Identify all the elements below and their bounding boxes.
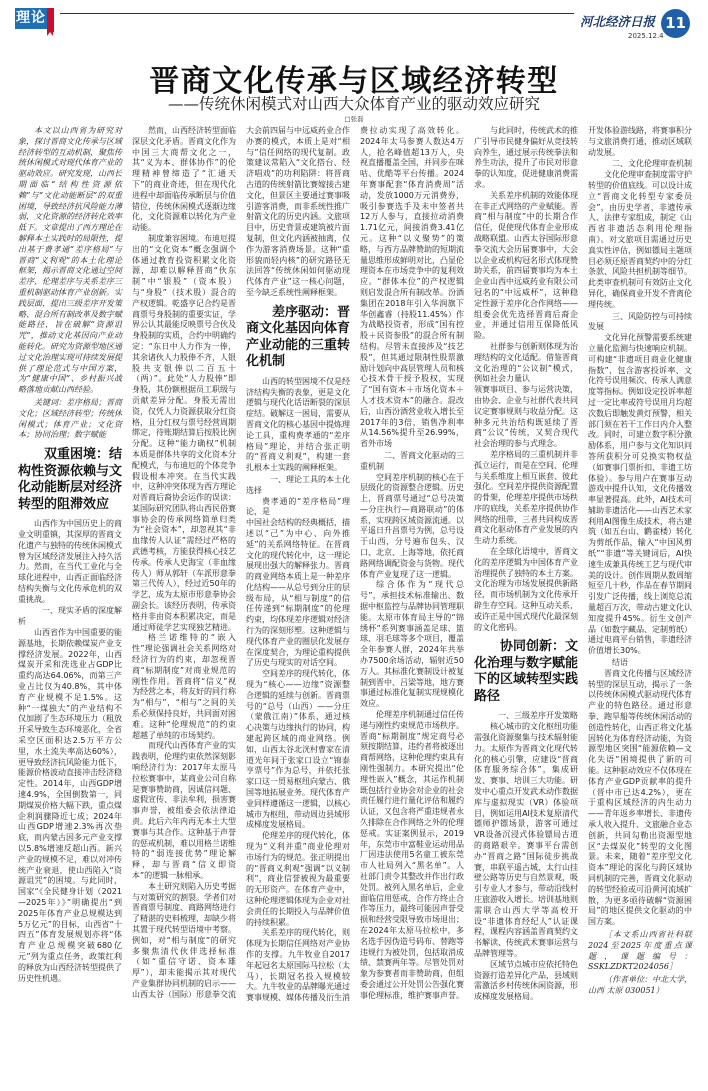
- section-tag-flag: [47, 8, 54, 32]
- abstract: 本文以山西省为研究对象，探讨晋商文化传承与区域经济转型的互动机制，聚焦传统休闲模式对现代体育产业的驱动效应。研究发现，山西长期面临“结构性资源依赖”与“文化动能断层”的双重困境，导致经济抗风险能力薄弱，文化资源的经济转化效率低下。文章提出了西方理论在解释本土实践时的局限性，提出基于费孝通“差序格局”与晋商“义利观”的本土化理论框架，揭示晋商文化通过空间差序、伦理差序与关系差序三重机制驱动体育产业创新。实践层面，提出三级差序开发策略、混合所有制改革及数字赋能路径，旨在破解“资源诅咒”，推动文化基因向产业动能转化。研究为资源型地区通过文化治理实现可持续发展提供了理论范式与中国方案，为“健康中国”、乡村振兴战略落地贡献山西经验。: [18, 126, 122, 395]
- paragraph: 与此同时，传统武术的推广引导市民健身偏好从竞技转向养生，通过展示传统拳法和养生功法，提升了市民对形意拳的认知度，促进健康消费需求。: [474, 126, 578, 189]
- issue-date: 2025.12.4: [628, 32, 664, 40]
- paragraph: 山西省作为中国重要的能源基地，长期依赖煤炭产业支撑经济发展。2022年，山西煤炭开采和洗选业占GDP比重约高达64.06%，而第三产业占比仅为40.8%，其中体育产业规模不足1.5%。这种“一煤独大”的产业结构不仅加剧了生态环境压力（粗放开采导致生态环境恶化，全省采空区面积达2.5万平方公里，水土流失率高达60%），更导致经济抗风险能力低下，能源价格波动直接冲击经济稳定性。2014年，山西GDP增速4.9%，全国倒数第一，同期煤炭价格大幅下跌，重点煤企利润骤降近七成；2024年山西GDP增速2.3%再次垫底，而内蒙古因多元产业支撑以5.8%增速反超山西。新兴产业的规模不足，难以对冲传统产业衰退，使山西陷入“资源诅咒”的困境。与此同时，国家“《全民健身计划（2021—2025年）》”明确提出“到2025年体育产业总规模达到5万亿元”的目标，山西省“十四五”体育发展规划亦将“体育产业总规模突破680亿元”列为重点任务，政策红利的释放为山西经济转型提供了历史性机遇。: [18, 628, 122, 983]
- section-heading: 协同创新：文化治理与数字赋能下的区域转型实践路径: [474, 639, 579, 704]
- masthead: [0, 0, 708, 124]
- paragraph: 费孝通的“差序格局”理论，是: [246, 496, 350, 517]
- subsection-heading: 一、现实矛盾的深度解析: [18, 606, 122, 627]
- paragraph: 区域节点城市应依托特色资源打造差异化产品，县域则需激活乡村传统休闲资源，形成梯度发展格局。: [474, 959, 578, 1002]
- paragraph: 社群参与创新则体现为治理结构的文化适配。借鉴晋商文化治理的“公议制”模式，例如社会力量认: [474, 341, 578, 384]
- article-byline: □张磊: [344, 115, 364, 123]
- paragraph-continued: 开发体验游线路，将赛事积分与文旅消费打通，推动区域联动发展。: [588, 126, 692, 157]
- paragraph: 本土研究则陷入历史考据与对策研究的割裂。学者们对晋商票号制度、商路网络进行了精湛的史料梳理，却缺少将其置于现代转型语境中考察。例如，对“相与制度”的研究多聚焦清代伙伴选择标准（如“重信守诺、资本雄厚”），却未能揭示其对现代产业集群协同机制的启示——山西太谷（国际）形意拳交流大会前四届与中远威药业合作办赛的模式，本质上是对“相与”信任网络的现代复制。政策建议常陷入“文化搭台、经济唱戏”的功利陷阱：将晋商古道的传统射箭比赛嫁接古建文化，但景区主要通过赛事吸引游客消费，而非系统性推广射箭文化的历史内涵。文旅项目中，历史背景或建筑被片面复制，但文化内涵被抽离，仅作为游客消费场景。这种“重形貌而轻内核”的研究路径无法回答“传统休闲如何驱动现代体育产业”这一核心问题，至今缺乏系统性阐释框架。: [132, 126, 350, 999]
- paragraph: 晋商文化传播与区域经济转型的深层互动，揭示了一条以传统休闲模式驱动现代体育产业的特色路径。通过形意拳、跑旱船等传统休闲活动的创造性转化，山西正将文化基因转化为体育经济动能，为资源型地区突围“能源依赖—文化失语”困境提供了新的可能。这种驱动效应不仅体现在体育产业GDP贡献率的提升（晋中市已达4.2%），更在于重构区域经济的内生动力——青年返乡率增长、非遗传承人收入提升、文旅融合业态创新，共同勾勒出资源型地区“去煤炭化”转型的文化图景。未来，随着“差序型文化资本”理论的深化与跨区域协同机制的完善，晋商文化驱动的转型经验或可沿黄河流域扩散，为更多亟待破解“资源困局”的地区提供文化驱动的中国方案。: [588, 668, 692, 927]
- article-title: 晋商文化传承与区域经济转型: [149, 64, 559, 99]
- subsection-heading: 一、三级差序开发策略: [498, 711, 578, 721]
- footnote: ［本文系山西省社科联2024至2025年度重点课题，课题编号：SSKLZDKT2024056］: [588, 929, 692, 972]
- paragraph: 核心城市的文化枢纽功能需强化资源聚集与技术辐射能力。太原作为晋商文化现代转化的核心引擎，应建设“晋商体育服务综合体”，集成研发、赛事、培训三大功能。研发中心重点开发武术动作数据库与虚拟现实（VR）体验项目，例如运用AI技术复原清代镖师护镖场景，游客可通过VR设备沉浸式体验镖局古道的商路艰辛。赛事平台需创办“晋商之路”国际徒步挑战赛，串联平遥古城、太行山挂壁公路等历史与自然景观，吸引专业人才参与，带动沿线村庄旅游收入增长。培训基地则需联合山西大学等高校开设“非遗体育经纪人”认证课程，课程内容涵盖晋商契约文书解读、传统武术赛事运营与品牌管理等。: [474, 722, 578, 958]
- subsection-heading: 二、文化伦理审查机制: [612, 159, 692, 169]
- paragraph: 空间差序的现代转化，体现为“核心——边缘”资源整合逻辑的延续与创新。晋商票号的“总号（山西）——分庄（蒙俄江南）”体系，通过核心决策与边缘执行的协同，构建起跨区域的商业网络。例如，山西太谷北洸村曹家在清道光年间于张家口设立“锦泰亨票号”作为总号，并依托张家口这一贸易枢纽向蒙古、俄国等地拓展业务。现代体育产业同样遵循这一逻辑，以核心城市为枢纽，带动周边县域形成梯度发展格局。: [246, 669, 350, 830]
- paragraph: 关系差序的现代转化，则体现为长期信任网络对产业协作的支撑。九牛牧业自2017年起冠名太原国际马拉松（太马），长期冠名投入规模较大。九牛牧业的品牌曝光通过赛事规模、媒体传播及衍生消费拉动实现了高效转化。2024年太马参赛人数达4万人，抢名峰值超13万人，央视直播覆盖全国，并同步在咪咕、优酷等平台传播。2024年赛事配套“体育消费周”活动，发放1000万元消费券，吸引参赛选手及未中签者共12万人参与，直接拉动消费1.71亿元，间接消费3.41亿元。这种“以义聚势”的策略，与西方品牌赞助的短期流量思维形成鲜明对比，凸显伦理资本在市场竞争中的复利效应。“群体本位”的产权逻辑则启发混合所有制改革。汾酒集团在2018年引入华润旗下华创鑫睿（持股11.45%）作为战略投资者，形成“国有控股＋民资参股”的混合所有制结构。尽管未直接涉及“技艺股”，但其通过限制性股票激励计划向中高层管理人员和核心技术骨干授予股权，实现了“国有资本＋市场化资本＋人才技术资本”的融合。混改后，山西汾酒营业收入增长至2017年的3倍，销售净利率从14.56%提升至26.99%，省外市场: [246, 126, 464, 1003]
- subsection-heading: 一、理论工具的本土化选择: [246, 474, 350, 495]
- subsection-heading: 二、晋商文化驱动的三重机制: [360, 450, 464, 471]
- newspaper-logo: 河北经济日报: [580, 14, 656, 29]
- paragraph: 山西作为中国历史上的商业文明重镇，其深厚的晋商文化遗产与独特的传统休闲模式曾为区域经济发展注入持久活力。然而，在当代工业化与全球化进程中，山西正面临经济结构失衡与文化传承危机的双重挑战。: [18, 519, 122, 604]
- article-subtitle: ——传统休闲模式对山西大众体育产业的驱动效应研究: [167, 95, 540, 113]
- paragraph: 然而，山西经济转型面临深层文化矛盾。晋商文化作为中国三大商帮文化之一，其“义为本、群体协作”的伦理精神曾缔造了“汇通天下”的商业奇迹，但在现代化进程中却面临传承断层与价值错位，传统休闲模式逐渐边缘化，文化资源难以转化为产业动能。: [132, 126, 236, 233]
- paragraph: 综合体作为“现代总号”，承担技术标准输出、数据中枢监控与品牌协同管理职能。太原市体育局主导的“锦绣杯”系列赛事涵盖足球、篮球、羽毛球等多个项目，覆盖全年参赛人群，2024年共举办7500余场活动，辐射近50万人。其标准化赛制设计被复制到晋中、吕梁等地，地方赛事通过标准化复制实现规模化效应。: [360, 580, 464, 709]
- section-tag: 理论: [15, 8, 47, 29]
- section-heading: 差序驱动：晋商文化基因向体育产业动能的三重转化机制: [246, 304, 351, 370]
- paragraph: 山西的转型困境不仅是经济结构失衡的表象，更是文化逻辑与现代化话语断裂的深层症结。破解这一困局，需要从晋商文化的核心基因中提炼理论工具，重构费孝通的“差序格局”理论，并结合张正明的“晋商义利观”，构建一套扎根本土实践的阐释框架。: [246, 376, 350, 473]
- paragraph: 关系差序机制的效能体现在非正式网络的产业赋能。晋商“相与制度”中的长期合作信任，促使现代体育企业形成战略联盟。山西太谷国际形意拳交流大会历届赛事中，大会以企业或机构冠名形式体现赞助关系，前四届赛事均为本土企业山西中远威药业有限公司冠名的“中远威杯”，这种稳定性源于差序化合作网络——组委会优先选择晋商后裔企业，并通过信用互保降低风险。: [474, 190, 578, 341]
- page-number-badge: 11: [661, 9, 690, 38]
- subsection-heading: 结语: [612, 658, 628, 668]
- paragraph: 伦理差序机制通过信任传递与刚性约束规范市场秩序。晋商“标期制度”规定商号必须按期结算，违约者将被逐出商帮网络，这种伦理约束具有刚性强制力。本研究提出“伦理性嵌入”概念，其运作机制既包括行业协会对企业的社会责任履行进行量化评估和履约认证，又包含将严重违规者永久排除在合作网络之外的伦理惩戒。实证案例显示，2019年，东莞市中富鞋业运动用品厂因违法使用5名童工被东莞市人社局列入“黑名单”。人社部门责令其整改并作出行政处罚。被列入黑名单后，企业面临信用惩戒、合作方终止合作等压力，最终可能因声誉受损和经营受限导致市场退出；在2024年太原马拉松中，多名选手因伪造号码布、替跑等违规行为被处罚，包括取消成绩、禁赛两年等。尽管处罚对象为参赛者而非赞助商，但组委会通过公开处罚公告强化赛事伦理标准，维护赛事声誉。: [360, 710, 464, 1000]
- paragraph: 制度兼容困境。布迪厄提出的“文化资本”概念强调个体通过教育投资积累文化资源，却难以解释晋商“伙东制”中“银股”（资本股）与“身股”（技术股）混合的产权逻辑。乾盛亨记合约是晋商票号身股制的重要实证，学界公认其最能反映票号合伙及身股制的实质，合约中明确约定：“东日中人力作为一俸，其余诸伙人力股俸不齐，人银股共支银俸以二百五十（两）”。此处“人力股俸”即身股，其份额根据员工职级与贡献差异分配。身股无需出资，仅凭人力资源获取分红资格，且分红权与票号经营周期绑定，待账期结算后按股比例分配。这种“能力确权”机制本质是群体共享的文化资本分配模式，与布迪厄的个体竞争假设根本冲突。在当代实践中，这种冲突体现为西方理论对晋商后裔协会运作的误读：某国际研究团队将山西民俗赛事协会的传承网络简单归类为“社会资本”，却忽视其“非血缘传人认证”需经过严格的武德考核，方能获得核心技艺传承。传承人史海宝（非血缘传人）师从郭轩（车派形意拳第三代传人），经过近50年的学艺，成为太原市形意拳协会副会长。该经历表明，传承资格并非由资本积累决定，而是通过师徒学艺实现独艺精进。: [132, 233, 236, 632]
- keywords: 关键词：差序格局；晋商文化；区域经济转型；传统休闲模式；体育产业；文化资本；协同治理；数字赋能: [18, 397, 122, 440]
- section-heading: 双重困境：结构性资源依赖与文化动能断层对经济转型的阻滞效应: [18, 447, 123, 512]
- paragraph: 格兰诺维特的“嵌入性”理论强调社会关系网络对经济行为的约束，却忽视晋商“标期制度”对商业规范的刚性作用。晋商将“信义”视为经营之本，将友好的同行称为“相与”，“相与”之间的关系必须保持良好，共同面对困难。这种“伦理规范”的约束超越了单纯的市场契约。: [132, 633, 236, 740]
- article-body: [18, 126, 692, 1004]
- paragraph: 文化伦理审查制度需守护转型的价值底线。可以设计成立“晋商文化转型专家委员会”，由历史学者、非遗传承人、法律专家组成，制定《山西省非遗活态利用伦理指南》。对文旅项目需通过历史真实性评估，例如镖局主题项目必须还原晋商契约中的分红条款、风险共担机制等细节。此类审查机制可有效防止文化异化，确保商业开发不背离伦理传统。: [588, 170, 692, 309]
- paragraph: 文化异化预警需要系统建立量化监测与快速响应机制。可构建“非遗项目商业化健康指数”，包含游客投诉率、文化符号误用频次、传承人满意度等指标。例如设定投诉率超过一定比率或符号误用月均超次数后即触发黄灯预警，相关部门须在若干工作日内介入整改。同时，可建立数字积分激励体系，用户参与文化知识问答所获积分可兑换实物权益（如赛事门票折扣、非遗工坊体验）。参与用户在赛事互动游戏中提升认知，文化传播效率显著提高。此外，AI技术可辅助非遗活化——山西艺术家利用AI图像生成技术，将古建筑（如五台山、鹳雀楼）转化为剪纸作品，输入“中国风剪纸”“非遗”等关键词后，AI快速生成兼具传统工艺与现代审美的设计。创作周期从数周缩短至几十秒，作品在春节期间引发广泛传播，线上浏览总流量超百万次，带动古建文化认知度提升45%。衍生文创产品（如数字藏品、定制剪纸）通过电商平台销售，非遗经济价值增长30%。: [588, 333, 692, 656]
- paragraph-continued: 领赛事项目、参与运营决策，由协会、企业与社群代表共同议定赛事规则与收益分配。这种多元共治结构既延续了晋商“公议”传统，又契合现代社会治理的参与式理念。: [474, 385, 578, 449]
- paragraph: 伦理差序的现代转化，体现为“义利并重”商业伦理对市场行为的规范。张正明提出的“晋商义利观”强调“以义制利”，商业信誉被视为最重要的无形资产。在体育产业中，这种伦理逻辑体现为企业对社会责任的长期投入与品牌价值的持续积累。: [246, 831, 350, 927]
- paragraph-continued: 中国社会结构的经典概括，描述以“己”为中心、向外推延”的关系网络特征。在晋商文化的现代转化中，这一理论展现出强大的解释张力。晋商的商业网络本质上是一种差序化结构——从总号到分庄的层级布局，从“相与制度”的信任传递到“标期制度”的伦理约束，均体现差序逻辑对经济行为的深刻形塑。这种逻辑与现代体育产业的圈层化发展存在深度契合，为理论重构提供了历史与现实的对话空间。: [246, 518, 350, 668]
- footnote: （作者单位：中北大学，山西 太原 030051）: [588, 975, 692, 995]
- paragraph: 在全球化语境中，晋商文化的差序逻辑为中国体育产业治理提供了独特的本土方案。文化治理为市场发展提供新路径，而市场机制为文化传承开辟生存空间。这种互动关系，或许正是中国式现代化最深刻的文化密码。: [474, 547, 578, 632]
- paragraph: 而现代山西体育产业的实践表明，伦理约束依然深刻影响经济行为：2017年太原马拉松赛事中，某商业公司自称是赛事赞助商，因诚信问题、虚假宣传、非法牟利，损害赛事声誉，被组委会依法律追责。此后六年内再无本土大型赛事与其合作。这种基于声誉的惩戒机制，难以用格兰诺维特的“弱连接优势”理论解释，却与晋商“信义即资本”的逻辑一脉相承。: [132, 741, 236, 880]
- paragraph: 空间差序机制的核心在于层级化的资源整合逻辑。历史上，晋商票号通过“总号决策—分庄执行—商路联动”的体系，实现跨区域资源流通。以平遥日升昌票号为例，总号设于山西，分号遍布包头、汉口、北京、上海等地，依托商路网络调配资金与货物。现代体育产业复现了这一逻辑。: [360, 472, 464, 579]
- subsection-heading: 三、风险防控与可持续发展: [588, 311, 692, 332]
- header-rule: [60, 13, 574, 14]
- paragraph: 差序格局的三重机制并非孤立运行，而是在空间、伦理与关系维度上相互嵌套、彼此强化。空间差序提供资源配置的骨架，伦理差序提供市场秩序的底线，关系差序提供协作网络的纽带，三者共同构成晋商文化驱动体育产业发展的内生动力系统。: [474, 449, 578, 546]
